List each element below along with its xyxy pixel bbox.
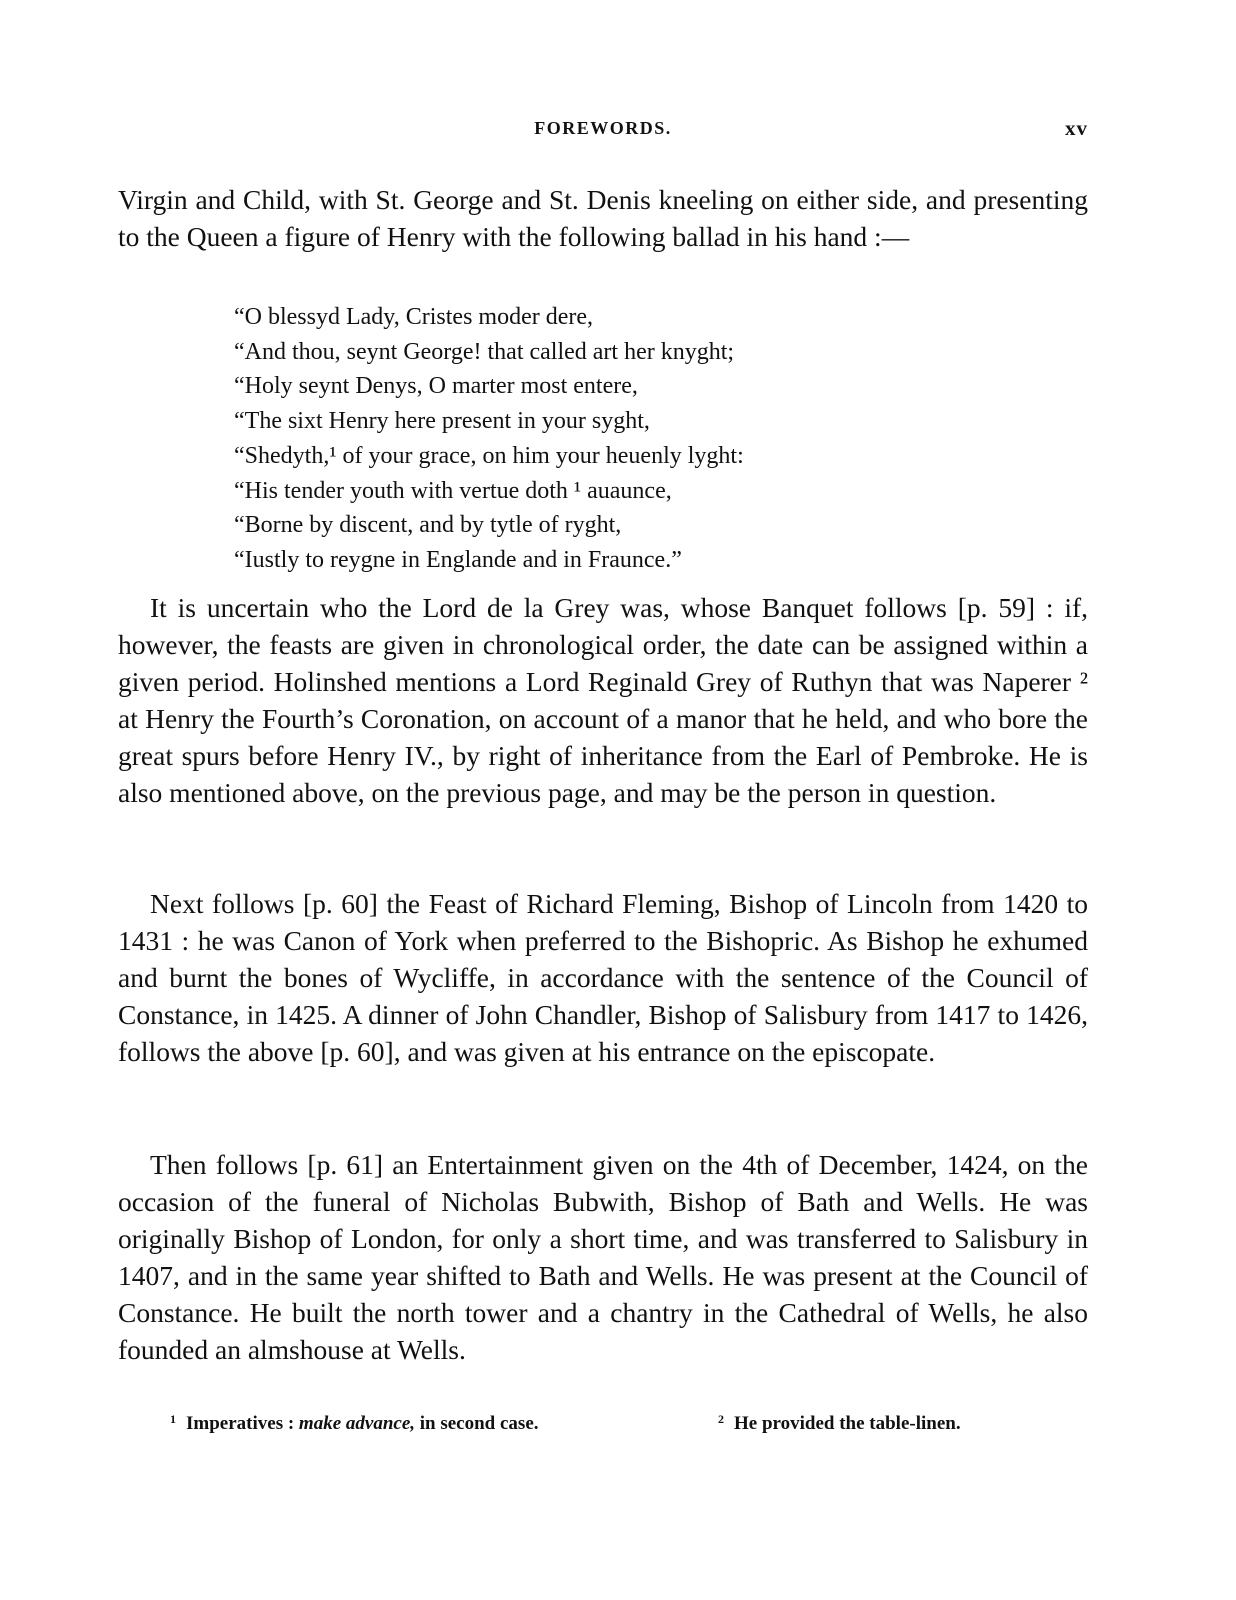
paragraph-4: Then follows [p. 61] an Entertainment given on the 4th of December, 1424, on the occasion of the funeral of Nicholas Bubwith, Bishop of Bath and Wells. He was originally Bishop of London, for only a short time, and was transferred to Salisbury in 1407, and in the same year shifted to Bath and Wells. He was present at the Council of Constance. He built the north tower and a chantry in the Cathedral of Wells, he also founded an almshouse at Wells. (118, 1149, 1088, 1365)
footnote-text: in second case. (415, 1413, 539, 1434)
footnote-2 (718, 1412, 961, 1435)
ballad-line: “The sixt Henry here present in your syght, (234, 408, 650, 435)
ballad-line: “Iustly to reygne in Englande and in Fraunce.” (234, 546, 682, 573)
footnote-1 (170, 1412, 539, 1435)
page-header (118, 118, 1088, 148)
footnote-italic-text: make advance, (298, 1413, 415, 1434)
page-number: xv (1065, 116, 1088, 140)
footnote-text: Imperatives : (186, 1413, 299, 1434)
ballad-line: “Shedyth,¹ of your grace, on him your heuenly lyght: (234, 442, 744, 469)
footnote-mark: 2 (718, 1412, 724, 1426)
running-title: FOREWORDS. (534, 118, 672, 138)
ballad-line: “His tender youth with vertue doth ¹ auaunce, (234, 477, 672, 504)
ballad-quote (234, 300, 994, 578)
ballad-line: “O blessyd Lady, Cristes moder dere, (234, 304, 594, 330)
paragraph-2: It is uncertain who the Lord de la Grey was, whose Banquet follows [p. 59] : if, however, the feasts are given in chronological order, the date can be assigned within a given period. Holinshed mentions a Lord Reginald Grey of Ruthyn that was Naperer ² at Henry the Fourth’s Coronation, on account of a manor that he held, and who bore the great spurs before Henry IV., by right of inheritance from the Earl of Pembroke. He is also mentioned above, on the previous page, and may be the person in question. (118, 592, 1088, 808)
ballad-line: “Borne by discent, and by tytle of ryght, (234, 512, 622, 539)
ballad-line: “Holy seynt Denys, O marter most entere, (234, 373, 638, 400)
paragraph-1: Virgin and Child, with St. George and St. Denis kneeling on either side, and presenting to the Queen a figure of Henry with the following ballad in his hand :— (118, 184, 1088, 252)
footnote-text: He provided the table-linen. (734, 1413, 961, 1434)
footnote-mark: 1 (170, 1412, 176, 1426)
ballad-line: “And thou, seynt George! that called art her knyght; (234, 338, 735, 365)
paragraph-3: Next follows [p. 60] the Feast of Richard Fleming, Bishop of Lincoln from 1420 to 1431 : he was Canon of York when preferred to the Bishopric. As Bishop he exhumed and burnt the bones of Wycliffe, in accordance with the sentence of the Council of Constance, in 1425. A dinner of John Chandler, Bishop of Salisbury from 1417 to 1426, follows the above [p. 60], and was given at his entrance on the episcopate. (118, 888, 1088, 1067)
